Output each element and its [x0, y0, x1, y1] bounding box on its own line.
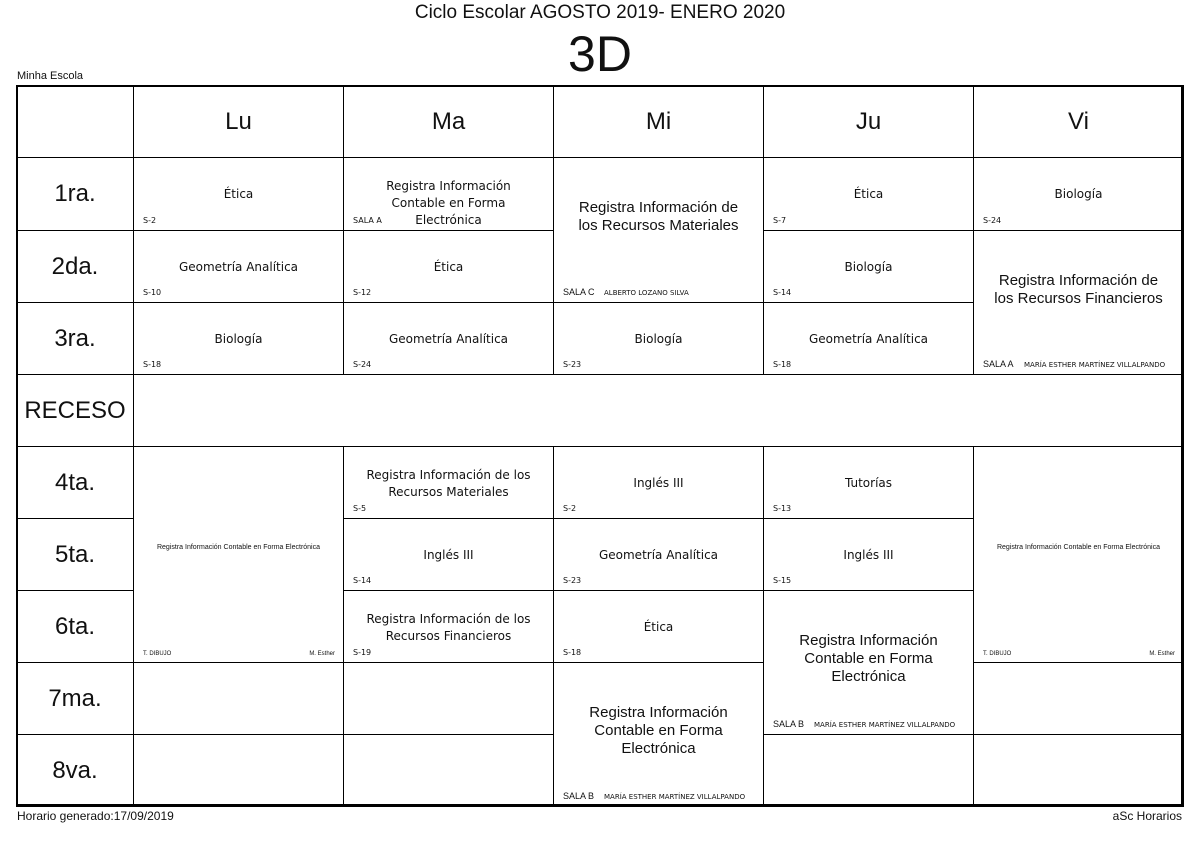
period-label-3: RECESO — [16, 374, 134, 447]
lesson-subject: Registra Información de los Recursos Materiales — [366, 468, 531, 499]
lesson-subject: Ética — [433, 260, 464, 274]
lesson-room: S-24 — [983, 216, 1002, 225]
period-label-0: 1ra. — [16, 157, 134, 231]
lesson-room: SALA A — [983, 359, 1014, 369]
lesson-teacher: M. Esther — [309, 651, 335, 657]
day-header-1: Ma — [343, 85, 554, 158]
lesson-cell — [133, 302, 344, 375]
lesson-room: S-24 — [353, 360, 372, 369]
lesson-subject: Registra Información de los Recursos Materiales — [578, 199, 739, 234]
lesson-subject: Geometría Analítica — [808, 332, 929, 346]
lesson-room: S-19 — [353, 648, 372, 657]
day-header-3: Ju — [763, 85, 974, 158]
lesson-room: T. DIBUJO — [143, 651, 172, 657]
empty-slot — [133, 662, 344, 735]
lesson-room: S-13 — [773, 504, 792, 513]
lesson-room: S-2 — [563, 504, 577, 513]
lesson-room: S-14 — [773, 288, 792, 297]
lesson-subject: Geometría Analítica — [388, 332, 509, 346]
lesson-subject: Registra Información Contable en Forma Electrónica — [996, 544, 1161, 551]
lesson-cell — [553, 157, 764, 303]
lesson-cell — [343, 302, 554, 375]
lesson-subject: Biología — [214, 332, 263, 346]
lesson-room: S-14 — [353, 576, 372, 585]
lesson-cell — [763, 590, 974, 735]
day-header-2: Mi — [553, 85, 764, 158]
lesson-teacher: MARÍA ESTHER MARTÍNEZ VILLALPANDO — [814, 721, 956, 729]
lesson-cell — [343, 590, 554, 663]
day-header-4: Vi — [973, 85, 1184, 158]
lesson-room: S-7 — [773, 216, 787, 225]
lesson-subject: Geometría Analítica — [598, 548, 719, 562]
lesson-room: T. DIBUJO — [983, 651, 1012, 657]
empty-slot — [343, 734, 554, 807]
generated-date: Horario generado:17/09/2019 — [17, 809, 174, 823]
lesson-room: S-5 — [353, 504, 367, 513]
lesson-teacher: MARÍA ESTHER MARTÍNEZ VILLALPANDO — [1024, 361, 1166, 369]
period-label-6: 6ta. — [16, 590, 134, 663]
day-header-0: Lu — [133, 85, 344, 158]
period-label-2: 3ra. — [16, 302, 134, 375]
period-label-7: 7ma. — [16, 662, 134, 735]
lesson-cell — [973, 157, 1184, 231]
lesson-cell — [763, 518, 974, 591]
lesson-room: SALA B — [773, 719, 805, 729]
lesson-subject: Ética — [643, 620, 674, 634]
lesson-cell — [553, 518, 764, 591]
period-label-1: 2da. — [16, 230, 134, 303]
lesson-cell — [133, 230, 344, 303]
lesson-teacher: MARÍA ESTHER MARTÍNEZ VILLALPANDO — [604, 793, 746, 801]
lesson-room: S-10 — [143, 288, 162, 297]
class-name: 3D — [568, 26, 632, 82]
lesson-subject: Tutorías — [844, 476, 893, 490]
empty-slot — [973, 662, 1184, 735]
empty-slot — [763, 734, 974, 807]
lesson-subject: Registra Información Contable en Forma Electrónica — [156, 544, 321, 551]
lesson-room: S-18 — [773, 360, 792, 369]
period-label-5: 5ta. — [16, 518, 134, 591]
lesson-cell — [133, 157, 344, 231]
lesson-subject: Inglés III — [843, 548, 894, 562]
lesson-cell — [343, 230, 554, 303]
lesson-cell — [763, 157, 974, 231]
lesson-cell — [343, 157, 554, 231]
corner-cell — [16, 85, 134, 158]
lesson-cell — [553, 590, 764, 663]
lesson-room: S-23 — [563, 360, 582, 369]
lesson-subject: Biología — [634, 332, 683, 346]
lesson-cell — [973, 446, 1184, 663]
lesson-cell — [133, 446, 344, 663]
lesson-subject: Registra Información de los Recursos Financieros — [994, 272, 1163, 307]
recess-row — [133, 374, 1184, 447]
period-label-8: 8va. — [16, 734, 134, 807]
lesson-cell — [763, 230, 974, 303]
lesson-room: SALA B — [563, 791, 595, 801]
lesson-subject: Registra Información Contable en Forma Electrónica — [799, 632, 938, 685]
lesson-cell — [343, 446, 554, 519]
lesson-room: S-2 — [143, 216, 157, 225]
software-credit: aSc Horarios — [1112, 809, 1182, 823]
lesson-subject: Ética — [853, 187, 884, 201]
lesson-subject: Inglés III — [423, 548, 474, 562]
lesson-room: SALA A — [353, 216, 382, 225]
lesson-subject: Biología — [1054, 187, 1103, 201]
lesson-cell — [553, 302, 764, 375]
lesson-room: S-12 — [353, 288, 372, 297]
lesson-cell — [553, 662, 764, 807]
lesson-subject: Inglés III — [633, 476, 684, 490]
lesson-cell — [553, 446, 764, 519]
lesson-cell — [343, 518, 554, 591]
lesson-subject: Registra Información Contable en Forma Electrónica — [386, 179, 511, 227]
lesson-cell — [763, 446, 974, 519]
lesson-room: S-15 — [773, 576, 792, 585]
lesson-teacher: M. Esther — [1149, 651, 1175, 657]
lesson-subject: Biología — [844, 260, 893, 274]
lesson-room: SALA C — [563, 287, 595, 297]
empty-slot — [343, 662, 554, 735]
empty-slot — [973, 734, 1184, 807]
period-label-4: 4ta. — [16, 446, 134, 519]
empty-slot — [133, 734, 344, 807]
lesson-cell — [973, 230, 1184, 375]
schedule-title: Ciclo Escolar AGOSTO 2019- ENERO 2020 — [414, 2, 786, 23]
lesson-subject: Geometría Analítica — [178, 260, 299, 274]
lesson-cell — [763, 302, 974, 375]
lesson-subject: Ética — [223, 187, 254, 201]
school-name: Minha Escola — [17, 70, 84, 82]
lesson-room: S-23 — [563, 576, 582, 585]
lesson-room: S-18 — [563, 648, 582, 657]
lesson-subject: Registra Información de los Recursos Financieros — [366, 612, 531, 643]
lesson-subject: Registra Información Contable en Forma Electrónica — [589, 704, 728, 757]
lesson-room: S-18 — [143, 360, 162, 369]
lesson-teacher: ALBERTO LOZANO SILVA — [604, 289, 689, 297]
